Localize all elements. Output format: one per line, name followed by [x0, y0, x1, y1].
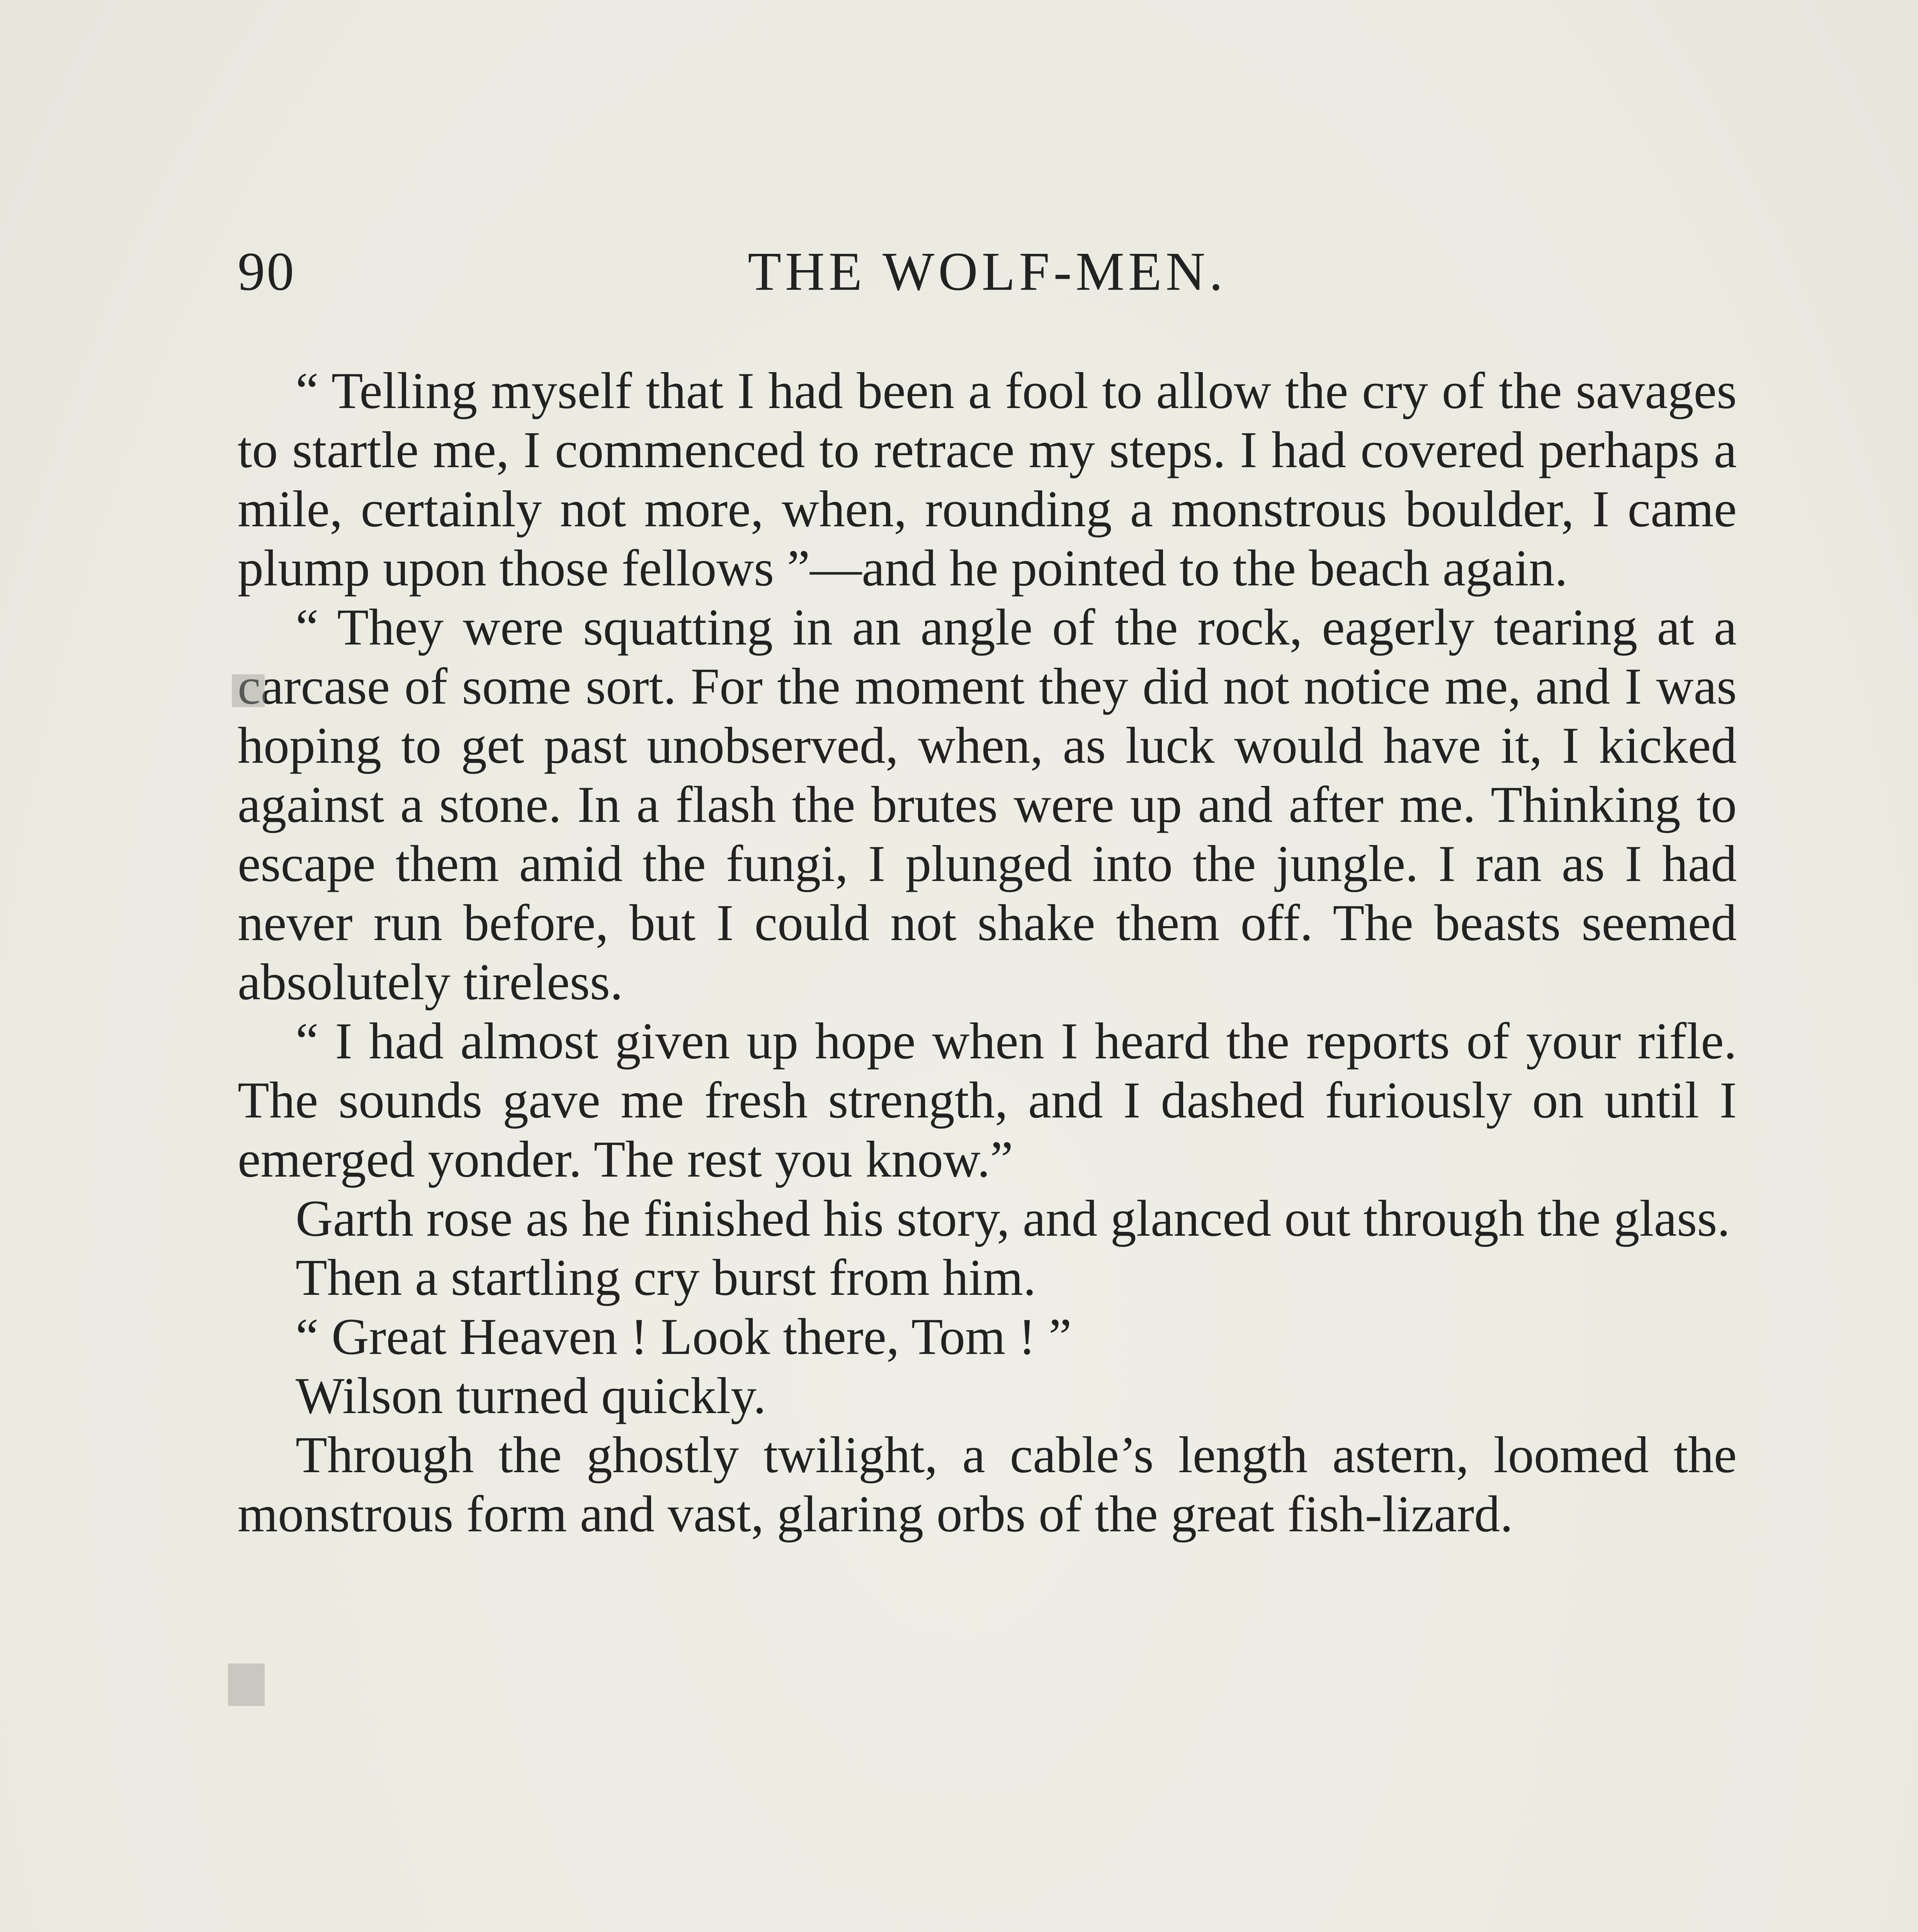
paragraph: Through the ghostly twilight, a cable’s length astern, loomed the monstrous form and vast, glaring orbs of the great fish-lizard. — [238, 1426, 1737, 1543]
page-number: 90 — [238, 241, 296, 302]
paragraph: “ I had almost given up hope when I heard the reports of your rifle. The sounds gave me fresh strength, and I dashed furiously on until I emerged yonder. The rest you know.” — [238, 1012, 1737, 1188]
paragraph: “ They were squatting in an angle of the rock, eagerly tearing at a carcase of some sort. For the moment they did not notice me, and I was hoping to get past unobserved, when, as luck would have it, I kicked against a stone. In a flash the brutes were up and after me. Thinking to escape them amid the fungi, I plunged into the jungle. I ran as I had never run before, but I could not shake them off. The beasts seemed absolutely tireless. — [238, 599, 1737, 1010]
body-text — [238, 361, 1737, 1544]
running-head: THE WOLF-MEN. — [748, 241, 1227, 302]
print-smudge — [228, 1663, 265, 1706]
paragraph: Garth rose as he finished his story, and glanced out through the glass. — [296, 1190, 1730, 1247]
paragraph: Wilson turned quickly. — [296, 1367, 766, 1424]
paragraph: “ Great Heaven ! Look there, Tom ! ” — [296, 1308, 1072, 1365]
page-header — [238, 240, 1737, 301]
print-smudge — [232, 674, 265, 707]
paragraph: Then a startling cry burst from him. — [296, 1249, 1036, 1306]
paragraph: “ Telling myself that I had been a fool to allow the cry of the savages to startle me, I commenced to retrace my steps. I had covered perhaps a mile, certainly not more, when, rounding a monstrous boulder, I came plump upon those fellows ”—and he pointed to the beach again. — [238, 362, 1737, 597]
